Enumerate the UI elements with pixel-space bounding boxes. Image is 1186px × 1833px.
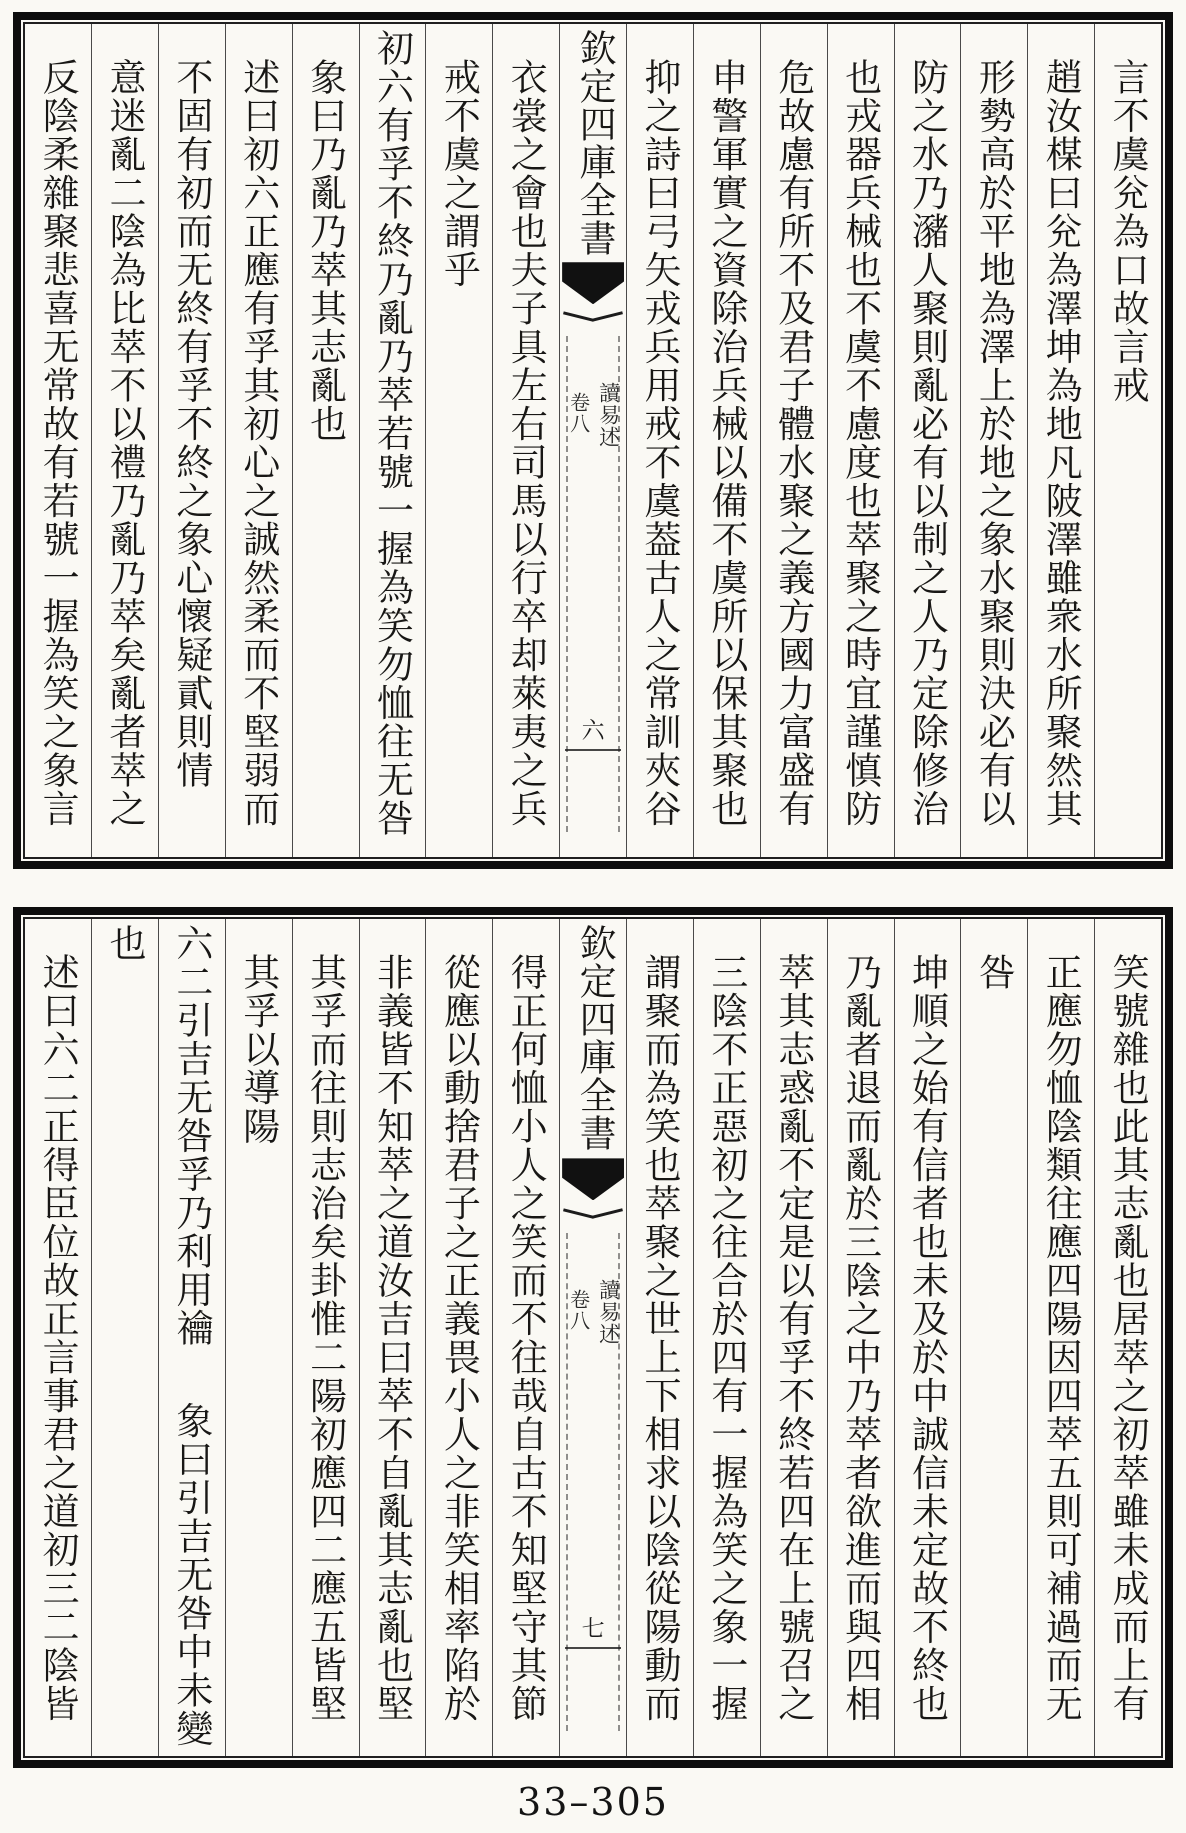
inner-frame [23, 917, 1163, 1758]
column-text: 從應以動捨君子之正義畏小人之非笑相率陷於 [437, 953, 479, 1723]
book-title: 讀易述 [596, 382, 621, 449]
column-text: 述曰初六正應有孚其初心之誠然柔而不堅弱而 [236, 58, 278, 828]
column-text: 申警軍實之資除治兵械以備不虞所以保其聚也 [704, 58, 746, 828]
column-text: 得正何恤小人之笑而不往哉自古不知堅守其節 [504, 953, 546, 1723]
text-column [626, 919, 693, 1756]
text-column [626, 24, 693, 857]
text-column [25, 919, 91, 1756]
column-text: 咎 [972, 953, 1014, 992]
column-text: 謂聚而為笑也萃聚之世上下相求以陰從陽動而 [638, 953, 679, 1723]
column-text: 不固有初而无終有孚不終之象心懷疑貳則情 [169, 58, 211, 790]
column-text: 象曰乃亂乃萃其志亂也 [303, 58, 345, 443]
text-column [760, 919, 827, 1756]
text-column [1094, 24, 1161, 857]
column-text: 戒不虞之謂乎 [437, 58, 479, 289]
text-column [894, 919, 961, 1756]
banxin-title: 欽定四庫全書 [573, 29, 615, 257]
text-column [827, 24, 894, 857]
banxin-caption [560, 1279, 626, 1345]
text-column [960, 24, 1027, 857]
fishtail-chevron-icon [565, 308, 621, 326]
text-column [1027, 24, 1094, 857]
column-text: 也 [103, 924, 144, 963]
column-text: 趙汝楳曰兊為澤坤為地凡陂澤雖衆水所聚然其 [1039, 58, 1081, 828]
columns-grid [25, 24, 1161, 857]
column-text: 初六有孚不終乃亂乃萃若號一握為笑勿恤往无咎 [370, 29, 412, 838]
book-title: 讀易述 [596, 1278, 621, 1345]
printed-page-number: 33–305 [517, 1780, 669, 1824]
text-column [91, 919, 158, 1756]
text-column [425, 919, 492, 1756]
column-text: 非義皆不知萃之道汝吉曰萃不自亂其志亂也堅 [370, 953, 412, 1723]
column-text: 其孚以導陽 [236, 953, 278, 1146]
text-column [225, 919, 292, 1756]
column-text: 防之水乃瀦人聚則亂必有以制之人乃定除修治 [905, 58, 947, 828]
column-text: 反陰柔雜聚悲喜无常故有若號一握為笑之象言 [36, 58, 78, 828]
text-column [693, 919, 760, 1756]
banxin-caption [560, 382, 626, 448]
text-column [292, 919, 359, 1756]
column-text: 其孚而往則志治矣卦惟二陽初應四二應五皆堅 [303, 953, 345, 1723]
text-column [359, 24, 426, 857]
column-text: 危故慮有所不及君子體水聚之義方國力富盛有 [771, 58, 813, 828]
folio-block-bottom [13, 907, 1173, 1768]
inner-frame [23, 22, 1163, 859]
text-column [960, 919, 1027, 1756]
folio-number: 六 [581, 718, 605, 744]
juan-label: 卷八 [566, 392, 589, 435]
text-column [292, 24, 359, 857]
banxin-column [559, 919, 626, 1756]
juan-label: 卷八 [566, 1288, 589, 1331]
text-column [760, 24, 827, 857]
folio-block-top [13, 12, 1173, 869]
column-text: 三陰不正惡初之往合於四有一握為笑之象一握 [704, 953, 746, 1723]
column-text: 抑之詩曰弓矢戎兵用戒不虞葢古人之常訓夾谷 [638, 58, 679, 828]
folio-number: 七 [581, 1616, 605, 1642]
text-column [359, 919, 426, 1756]
text-column [25, 24, 91, 857]
column-text: 正應勿恤陰類往應四陽因四萃五則可補過而无 [1039, 953, 1081, 1723]
column-text: 意迷亂二陰為比萃不以禮乃亂乃萃矣亂者萃之 [103, 58, 144, 828]
column-text: 也戎器兵械也不虞不慮度也萃聚之時宜謹慎防 [838, 58, 880, 828]
text-column [1027, 919, 1094, 1756]
column-text: 萃其志惑亂不定是以有孚不終若四在上號召之 [771, 953, 813, 1723]
column-text: 述曰六二正得臣位故正言事君之道初三二陰皆 [36, 953, 78, 1723]
fishtail-chevron-icon [565, 1204, 621, 1222]
text-column [225, 24, 292, 857]
text-column [894, 24, 961, 857]
column-text: 乃亂者退而亂於三陰之中乃萃者欲進而與四相 [838, 953, 880, 1723]
column-text: 六二引吉无咎孚乃利用禴象曰引吉无咎中未變 [169, 924, 211, 1748]
column-text: 形勢高於平地為澤上於地之象水聚則決必有以 [972, 58, 1014, 828]
column-text: 笑號雜也此其志亂也居萃之初萃雖未成而上有 [1106, 953, 1148, 1723]
column-text: 坤順之始有信者也未及於中誠信未定故不終也 [905, 953, 947, 1723]
text-column [492, 24, 559, 857]
banxin-title: 欽定四庫全書 [573, 924, 615, 1152]
text-column [425, 24, 492, 857]
text-column [158, 919, 225, 1756]
banxin-column [559, 24, 626, 857]
text-column [91, 24, 158, 857]
columns-grid [25, 919, 1161, 1756]
column-text: 言不虞兊為口故言戒 [1106, 58, 1148, 405]
folio-rule [565, 749, 621, 751]
text-column [693, 24, 760, 857]
column-text: 衣裳之會也夫子具左右司馬以行卒却萊夷之兵 [504, 58, 546, 828]
fishtail-icon [562, 262, 624, 304]
text-column [158, 24, 225, 857]
text-column [1094, 919, 1161, 1756]
fishtail-icon [562, 1158, 624, 1200]
text-column [827, 919, 894, 1756]
folio-rule [565, 1647, 621, 1649]
text-column [492, 919, 559, 1756]
